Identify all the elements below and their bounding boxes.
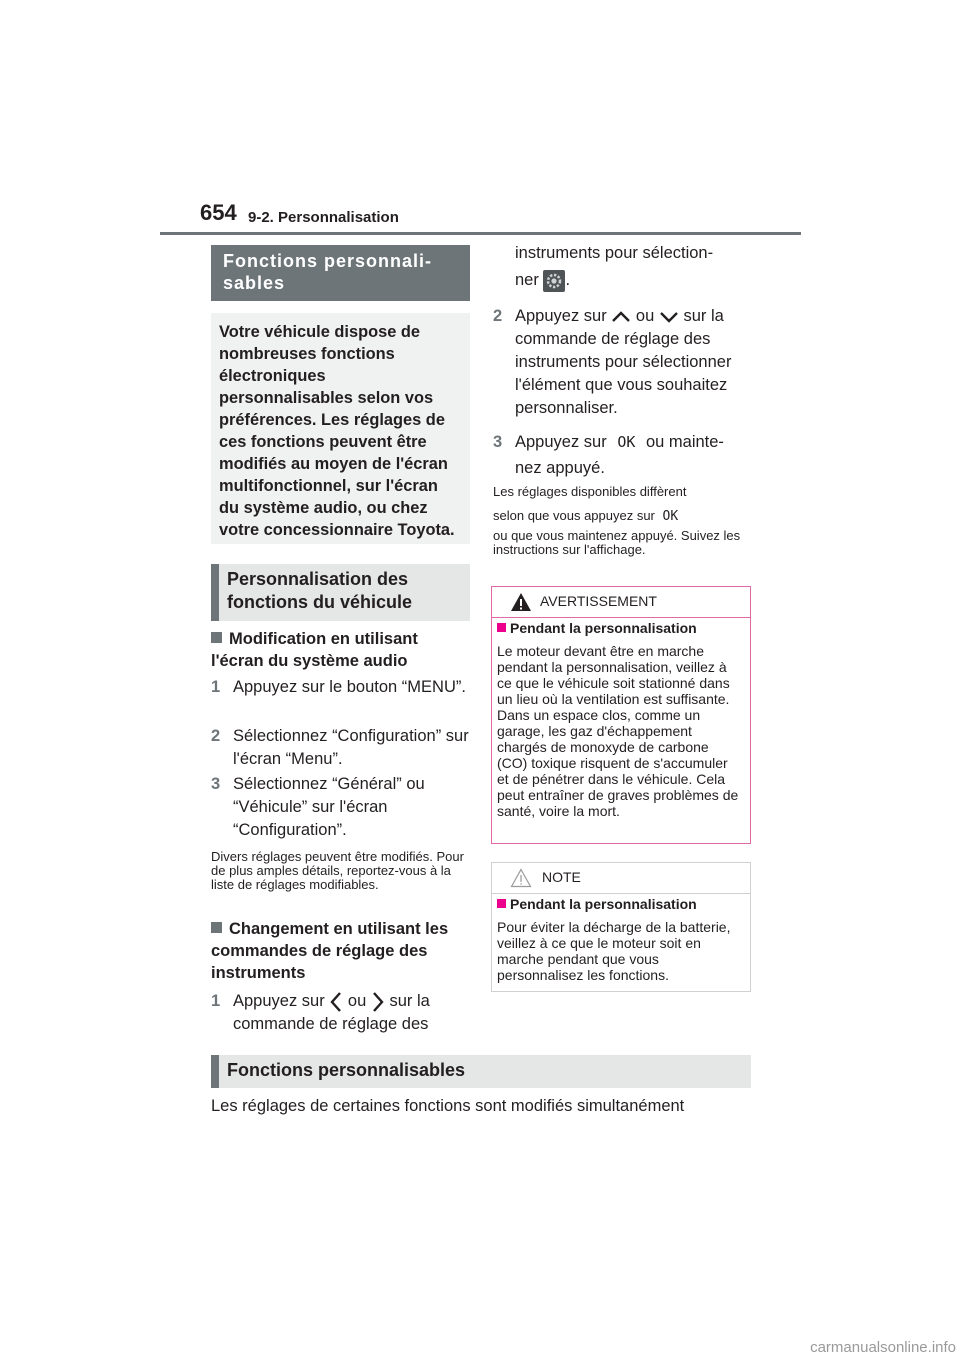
section-heading-text: Fonctions personnalisables [227, 1060, 466, 1080]
note-text-part: selon que vous appuyez sur [493, 508, 655, 523]
step-number: 3 [493, 433, 503, 451]
warning-triangle-icon [510, 592, 532, 617]
square-bullet-icon [497, 623, 506, 632]
step-text: Sélectionnez “Général” ou “Véhicule” sur l'écran “Configuration”. [233, 775, 425, 839]
section-heading-personalisation [211, 564, 470, 621]
display-note [493, 484, 747, 557]
step-text: Appuyez sur le bouton “MENU”. [233, 678, 466, 696]
step-item [211, 725, 473, 771]
chevron-left-icon [329, 991, 343, 1013]
ok-button-label: OK [662, 509, 679, 524]
warning-box [491, 586, 751, 844]
step-item [211, 773, 473, 843]
step-number: 2 [493, 307, 503, 325]
footer-watermark: carmanualsonline.info [810, 1339, 956, 1356]
chevron-down-icon [659, 310, 679, 324]
step-text-part: sur la [389, 992, 430, 1010]
note-line: ou que vous maintenez appuyé. Suivez les instructions sur l'affichage. [493, 528, 741, 557]
continued-period: . [565, 271, 571, 289]
step-text-part: ou [347, 992, 367, 1010]
step-item [493, 305, 755, 420]
step-text-part: ou [635, 307, 655, 325]
caution-triangle-icon [510, 868, 532, 893]
page-number: 654 [200, 200, 237, 225]
step-number: 1 [211, 992, 221, 1010]
warning-label: AVERTISSEMENT [540, 593, 657, 609]
step-text-part: sur la [683, 307, 724, 325]
warning-header [492, 587, 750, 618]
note-line: Les réglages disponibles diffèrent [493, 484, 687, 499]
step-text-part: nez appuyé. [515, 459, 605, 477]
continued-line: instruments pour sélection- [515, 244, 714, 262]
step-text-part: Appuyez sur [515, 307, 607, 325]
step-number: 3 [211, 775, 221, 793]
step-text [233, 990, 478, 1036]
step-item [493, 429, 755, 479]
note-subtitle-text: Pendant la personnalisation [510, 896, 697, 912]
note-body: Pour éviter la décharge de la batterie, veillez à ce que le moteur soit en marche pendant que vous personnalisez les fonctions. [497, 919, 731, 983]
chevron-right-icon [371, 991, 385, 1013]
square-bullet-icon [211, 632, 222, 643]
warning-subtitle [497, 620, 697, 636]
audio-note: Divers réglages peuvent être modifiés. Pour de plus amples détails, reportez-vous à la liste de réglages modifiables. [211, 849, 464, 892]
step-text-part: Appuyez sur [515, 433, 607, 451]
step-number: 2 [211, 727, 221, 745]
step-item [211, 990, 473, 1036]
warning-body: Le moteur devant être en marche pendant la personnalisation, veillez à ce que le véhicule soit stationné dans un lieu où la ventilation est suffisante. Dans un espace clos, comme un garage, les gaz d'échappement chargés de monoxyde de carbone (CO) toxique risquent de s'accumuler et de pénétrer dans le véhicule. Cela peut entraîner de graves problèmes de santé, voire la mort. [497, 643, 739, 819]
step-text-part: commande de réglage des instruments pour sélectionner l'élément que vous souhaitez personnaliser. [515, 330, 732, 417]
intro-box [211, 313, 470, 544]
step-text-part: Appuyez sur [233, 992, 325, 1010]
continued-text [515, 268, 570, 292]
square-bullet-icon [497, 899, 506, 908]
note-header [492, 863, 750, 894]
step-text-part: ou mainte- [645, 433, 724, 451]
continued-text [515, 242, 713, 265]
square-bullet-icon [211, 922, 222, 933]
step-text [515, 305, 753, 420]
continued-line: ner [515, 271, 539, 289]
step-number: 1 [211, 678, 221, 696]
note-subtitle [497, 896, 697, 912]
bottom-paragraph: Les réglages de certaines fonctions sont modifiés simultanément [211, 1097, 685, 1115]
feature-title: Fonctions personnali-sables [223, 251, 433, 293]
subsection-audio-title: Modification en utilisant l'écran du système audio [211, 630, 418, 670]
step-text: Sélectionnez “Configuration” sur l'écran “Menu”. [233, 727, 469, 768]
subsection-instruments [211, 918, 473, 984]
section-heading-custom-functions [211, 1055, 751, 1088]
section-heading-text: Personnalisation des fonctions du véhicule [227, 569, 413, 612]
chevron-up-icon [611, 310, 631, 324]
step-text [515, 429, 753, 481]
step-text-part: commande de réglage des [233, 1015, 429, 1033]
header-rule [160, 232, 801, 235]
section-title: 9-2. Personnalisation [248, 209, 399, 226]
note-label: NOTE [542, 869, 581, 885]
feature-title-box [211, 245, 470, 301]
warning-subtitle-text: Pendant la personnalisation [510, 620, 697, 636]
note-box [491, 862, 751, 992]
subsection-audio [211, 628, 471, 672]
settings-gear-icon [543, 270, 565, 292]
subsection-instruments-title: Changement en utilisant les commandes de réglage des instruments [211, 920, 449, 982]
intro-text: Votre véhicule dispose de nombreuses fonctions électroniques personnalisables selon vos préférences. Les réglages de ces fonctions peuvent être modifiés au moyen de l'écran multifonctionnel, sur l'écran du système audio, ou chez votre concessionnaire Toyota. [219, 323, 455, 539]
step-item [211, 676, 473, 722]
ok-button-label: OK [617, 433, 636, 451]
note-line [493, 508, 747, 525]
